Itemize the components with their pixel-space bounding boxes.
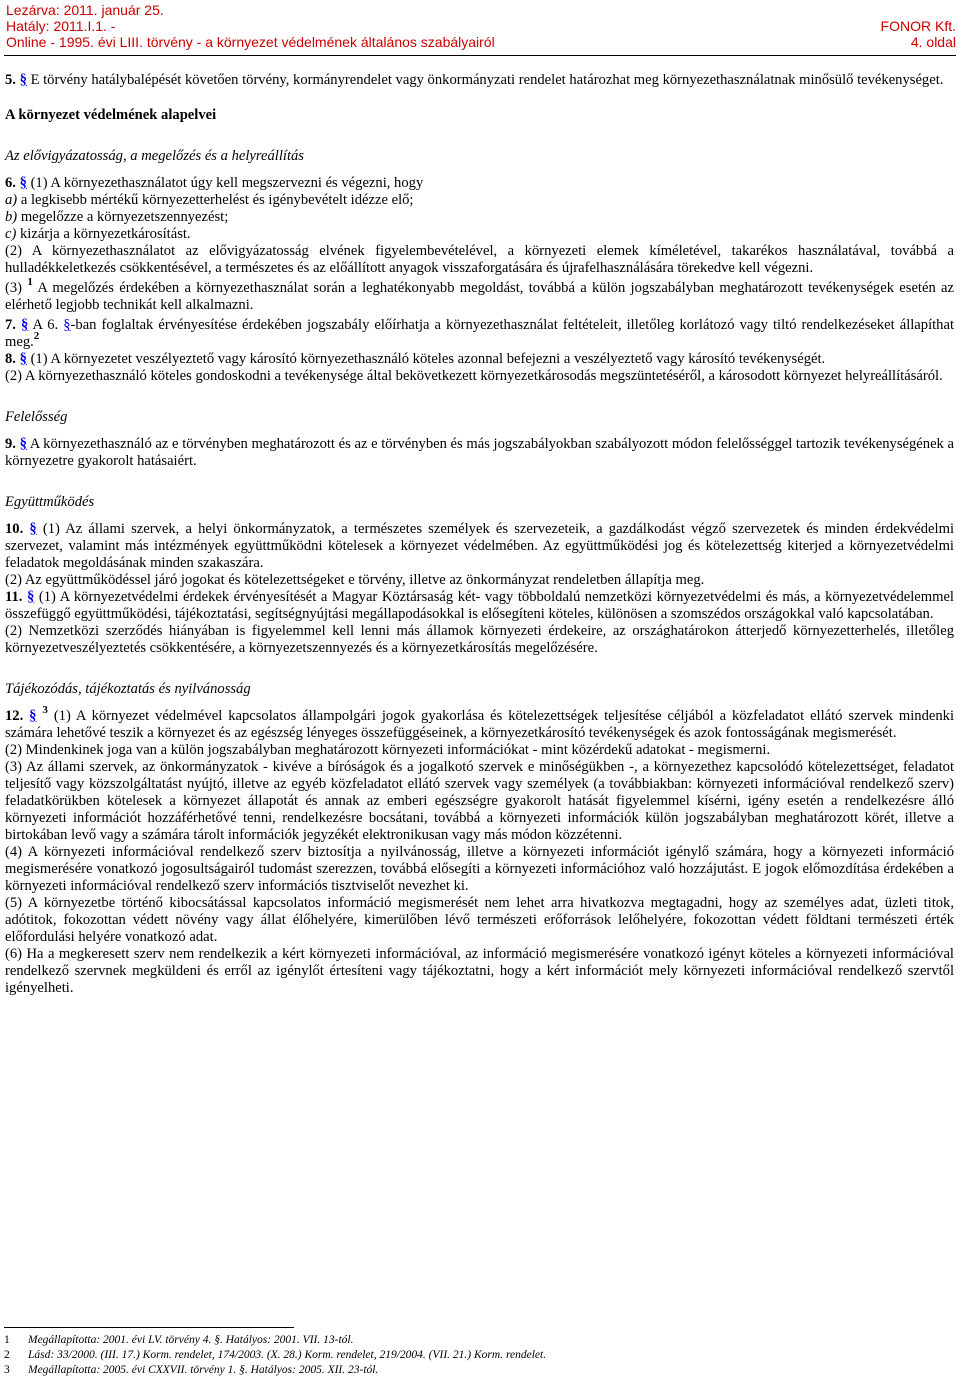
header-law-title: Online - 1995. évi LIII. törvény - a környezet védelmének általános szabályairól xyxy=(6,34,495,50)
section-link[interactable]: § xyxy=(19,72,27,88)
header-page-number: 4. oldal xyxy=(910,34,956,50)
section-link[interactable]: § xyxy=(26,589,35,605)
footnote-2: 2 Lásd: 33/2000. (III. 17.) Korm. rendelet, 174/2003. (X. 28.) Korm. rendelet, 219/2004. (VII. 21.) Korm. rendelet. xyxy=(4,1349,547,1361)
section-12-para-5: (5) A környezetbe történő kibocsátással kapcsolatos információ megismerését nem lehet arra hivatkozva megtagadni, hogy az személyes adat, üzleti titok, adótitok, fokozottan védett növény vagy állat élőhelyére, kimerülőben lévő természeti erőforrások lelőhelyére, fokozottan védett földtani természeti érték előfordulási helyére vonatkozó adat. xyxy=(5,895,954,945)
subtitle-information: Tájékozódás, tájékoztatás és nyilvánosság xyxy=(5,681,251,697)
footnote-ref-3[interactable]: 3 xyxy=(42,704,48,717)
footnotes xyxy=(4,1333,546,1378)
section-5: 5. § E törvény hatálybalépését követően törvény, kormányrendelet vagy önkormányzati rendelet határozhat meg környezethasználatnak minősülő tevékenységet. xyxy=(5,72,944,88)
footnote-3: 3 Megállapította: 2005. évi CXXVII. törvény 1. §. Hatályos: 2005. XII. 23-tól. xyxy=(4,1364,379,1376)
header-validity: Hatály: 2011.I.1. - xyxy=(6,18,116,34)
section-link[interactable]: § xyxy=(20,317,29,333)
section-6-para-3: (3) $^1$ A megelőzés érdekében a környezethasználat során a leghatékonyabb megoldást, továbbá a külön jogszabályban meghatározott tevékenységek esetén az elérhető legjobb technikát kell alkalmazni. xyxy=(5,276,955,313)
header-closed-date: Lezárva: 2011. január 25. xyxy=(6,2,164,18)
section-6-para-2: (2) A környezethasználatot az elővigyázatosság elvének figyelembevételével, a környezeti elemek kíméletével, takarékos használatával, továbbá a hulladékkeletkezés csökkentésével, a természetes és az előállított anyagok visszaforgatására és újrafelhasználására törekedve kell végezni. xyxy=(5,243,954,276)
page-header-right xyxy=(881,18,956,50)
header-rule xyxy=(4,55,956,56)
section-11-para-1: 11. § (1) A környezetvédelmi érdekek érvényesítését a Magyar Köztársaság két- vagy többoldalú nemzetközi környezetvédelmi és más, a környezetvédelemmel összefüggő együttműködési, tájékoztatási, segítségnyújtási megállapodásokkal is elősegíteni köteles, különösen a szomszédos országokkal való kapcsolatában. xyxy=(5,589,954,622)
section-7: 7. § A 6. §-ban foglaltak érvényesítése érdekében jogszabály előírhatja a környezethasználat feltételeit, illetőleg korlátozó vagy tiltó rendelkezéseket állapíthat meg.$^2$ xyxy=(5,317,955,350)
section-10-para-1: 10. § (1) Az állami szervek, a helyi önkormányzatok, a természetes személyek és szervezeteik, a gazdálkodást végző szervezetek és minden érdekvédelmi szervezet, valamint más intézmények együttműködni kötelesek a környezet védelmében. Az együttműködési jog és kötelezettség kiterjed a környezetvédelmi feladatok megoldásának minden szakaszára. xyxy=(5,521,954,571)
section-6-point-b: b) megelőzze a környezetszennyezést; xyxy=(5,209,229,225)
section-link[interactable]: § xyxy=(29,708,37,724)
section-11-para-2: (2) Nemzetközi szerződés hiányában is figyelemmel kell lenni más államok környezeti érdekeire, az országhatárokon átterjedő környezetterhelés, illetőleg környezetveszélyeztetés csökkentésére, a környezetszennyezés és a környezetkárosítás megelőzésére. xyxy=(5,623,954,656)
footnote-rule xyxy=(4,1327,294,1328)
section-link[interactable]: § xyxy=(19,351,27,367)
section-8-para-2: (2) A környezethasználó köteles gondoskodni a tevékenysége által bekövetkezett környezetkárosodás megszüntetéséről, a károsodott környezet helyreállításáról. xyxy=(5,368,943,384)
section-6-para-1: 6. § (1) A környezethasználatot úgy kell megszervezni és végezni, hogy xyxy=(5,175,424,191)
section-9: 9. § A környezethasználó az e törvényben meghatározott és az e törvényben és más jogszabályokban szabályozott módon felelősséggel tartozik tevékenységének a környezetre gyakorolt hatásaiért. xyxy=(5,436,954,469)
section-12-para-1: 12. § $^3$ (1) A környezet védelmével kapcsolatos állampolgári jogok gyakorlása és kötelezettségek teljesítése céljából a közfeladatot ellátó szervek mindenki számára lehetővé teszik a környezet és az egészség lényeges összefüggéseinek, a környezetkárosító tevékenységek és azok fontosságának megismerését. xyxy=(5,704,955,741)
section-10-para-2: (2) Az együttműködéssel járó jogokat és kötelezettségeket e törvény, illetve az önkormányzat rendeletben állapítja meg. xyxy=(5,572,705,588)
section-link[interactable]: § xyxy=(29,521,37,537)
section-8-para-1: 8. § (1) A környezetet veszélyeztető vagy károsító környezethasználó köteles azonnal befejezni a veszélyeztető vagy károsító tevékenységét. xyxy=(5,351,826,367)
section-12-para-4: (4) A környezeti információval rendelkező szerv biztosítja a nyilvánosság, illetve a környezeti információt igénylő számára, hogy a környezeti információ megismerésére vonatkozó jogosultságairól tudomást szerezzen, továbbá elősegíti a környezeti információhoz való hozzájutást. E jogok előmozdítása érdekében a környezeti információval rendelkező szerv információs tisztviselőt nevezhet ki. xyxy=(5,844,954,894)
footnote-ref-2[interactable]: 2 xyxy=(33,330,40,343)
section-12-para-6: (6) Ha a megkeresett szerv nem rendelkezik a kért környezeti információval, az információ megismerésére vonatkozó igényt köteles a környezeti információval rendelkező szervnek megküldeni és erről az igénylőt értesíteni vagy tájékoztatni, hogy a kért információt mely környezeti információval rendelkező szervtől igényelheti. xyxy=(5,946,954,996)
chapter-title: A környezet védelmének alapelvei xyxy=(5,107,217,123)
section-link[interactable]: § xyxy=(63,317,71,333)
header-company: FONOR Kft. xyxy=(880,18,956,34)
document-body xyxy=(5,72,954,997)
subtitle-cooperation: Együttműködés xyxy=(5,494,95,510)
section-link[interactable]: § xyxy=(19,175,27,191)
section-12-para-2: (2) Mindenkinek joga van a külön jogszabályban meghatározott környezeti információkat - mint közérdekű adatokat - megismerni. xyxy=(5,742,771,758)
subtitle-precaution: Az elővigyázatosság, a megelőzés és a helyreállítás xyxy=(5,148,304,164)
footnote-ref-1[interactable]: 1 xyxy=(27,276,33,289)
section-6-point-c: c) kizárja a környezetkárosítást. xyxy=(5,226,191,242)
subtitle-liability: Felelősség xyxy=(5,409,68,425)
section-12-para-3: (3) Az állami szervek, az önkormányzatok - kivéve a bíróságok és a jogalkotó szervek e minőségükben -, a környezethez kapcsolódó kötelezettséget, feladatot teljesítő vagy közszolgáltatást nyújtó, illetve az egyéb közfeladatot ellátó szervek vagy személyek (a továbbiakban: környezeti információval rendelkező szerv) feladatkörükben kötelesek a környezet állapotát és annak az emberi egészségre gyakorolt hatását figyelemmel kísérni, igény esetén a rendelkezésre álló környezeti információt hozzáférhetővé tenni, rendelkezésre bocsátani, továbbá a környezeti információk külön jogszabályban meghatározott körét, illetve a birtokában levő vagy a számára tárolt információk jegyzékét elektronikusan vagy más módon közzétenni. xyxy=(5,759,954,843)
section-link[interactable]: § xyxy=(19,436,27,452)
page-header-left xyxy=(6,2,726,50)
footnote-1: 1 Megállapította: 2001. évi LV. törvény 4. §. Hatályos: 2001. VII. 13-tól. xyxy=(4,1334,354,1346)
section-6-point-a: a) a legkisebb mértékű környezetterhelést és igénybevételt idézze elő; xyxy=(5,192,414,208)
